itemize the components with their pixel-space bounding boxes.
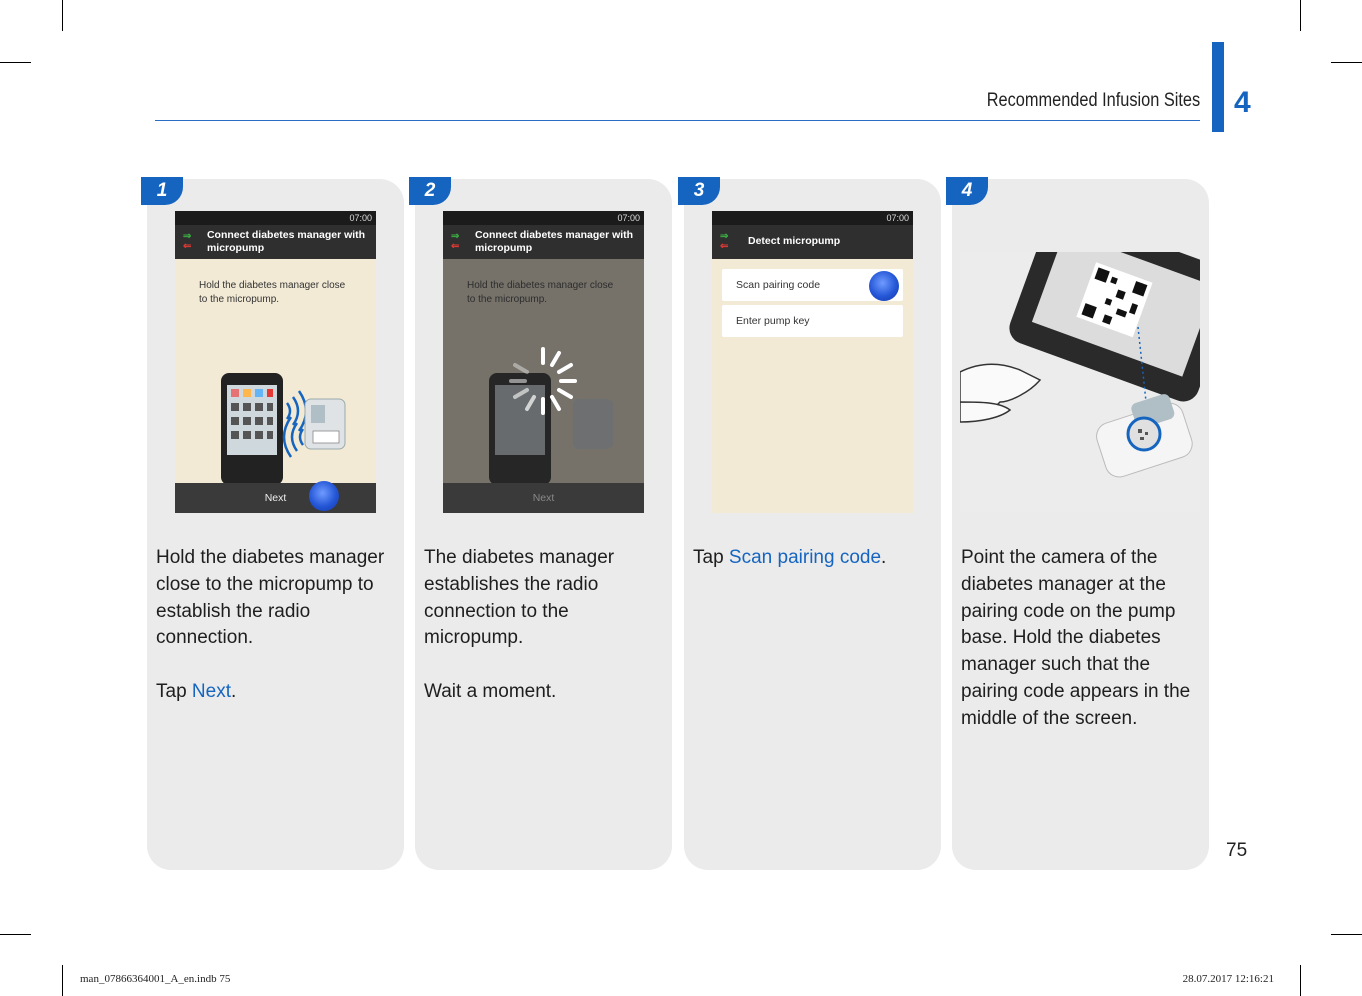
screen-title: Connect diabetes manager with micropump: [206, 228, 366, 254]
next-link: Next: [191, 680, 231, 702]
chapter-tab: [1212, 42, 1224, 132]
loading-spinner-icon: [503, 341, 583, 421]
step-text: The diabetes manager establishes the radio connection to the micropump.: [424, 547, 615, 649]
screen-title: Detect micropump: [748, 235, 841, 248]
tap-indicator-icon: [869, 271, 899, 301]
screen-instruction: Hold the diabetes manager close to the micropump.: [199, 280, 346, 305]
section-title: Recommended Infusion Sites: [986, 90, 1200, 111]
tap-prefix: Tap: [693, 547, 729, 568]
manager-and-pump-illustration: [175, 351, 376, 491]
crop-mark: [1300, 0, 1301, 31]
clock: 07:00: [617, 213, 640, 223]
scan-pairing-code-option[interactable]: Scan pairing code: [722, 269, 903, 301]
status-bar: [175, 211, 376, 225]
status-bar: [443, 211, 644, 225]
crop-mark: [0, 62, 31, 63]
step-panel-2: [415, 179, 672, 870]
device-screenshot: [712, 211, 913, 513]
step-description: [424, 545, 670, 706]
step-text-wait: Wait a moment.: [424, 680, 557, 702]
transfer-arrows-icon: ⇒ ⇐: [183, 231, 192, 252]
crop-mark: [62, 965, 63, 996]
crop-mark: [62, 0, 63, 31]
footer-datetime: 28.07.2017 12:16:21: [1182, 973, 1274, 985]
tap-instruction: [156, 679, 402, 706]
tap-indicator-icon: [309, 481, 339, 511]
crop-mark: [1300, 965, 1301, 996]
scan-pump-code-illustration: [960, 252, 1200, 512]
tap-prefix: Tap: [156, 680, 192, 702]
crop-mark: [1331, 934, 1362, 935]
next-button[interactable]: Next: [175, 483, 376, 513]
next-button[interactable]: Next: [443, 483, 644, 513]
step-badge: 1: [141, 177, 183, 205]
step-badge: 2: [409, 177, 451, 205]
step-panel-1: [147, 179, 404, 870]
step-panel-3: [684, 179, 941, 870]
page-number: 75: [1226, 840, 1248, 861]
step-text: Point the camera of the diabetes manager at the pairing code on the pump base. Hold the diabetes manager such that the pairing code appears in the middle of the screen.: [961, 547, 1191, 729]
step-panel-4: [952, 179, 1209, 870]
screen-titlebar: [175, 225, 376, 259]
transfer-arrows-icon: ⇒ ⇐: [720, 231, 729, 252]
header-rule: [155, 120, 1200, 121]
screen-titlebar: [443, 225, 644, 259]
device-screenshot: [443, 211, 644, 513]
tap-instruction: [693, 545, 939, 572]
enter-pump-key-option[interactable]: Enter pump key: [722, 305, 903, 337]
crop-mark: [0, 934, 31, 935]
step-text: Hold the diabetes manager close to the micropump to establish the radio connection.: [156, 547, 385, 649]
transfer-arrows-icon: ⇒ ⇐: [451, 231, 460, 252]
screen-titlebar: [712, 225, 913, 259]
step-description: [156, 545, 402, 706]
footer-filename: man_07866364001_A_en.indb 75: [80, 973, 231, 985]
tap-suffix: .: [231, 680, 237, 702]
step-badge: 4: [946, 177, 988, 205]
device-screenshot: [175, 211, 376, 513]
step-description: [693, 545, 939, 572]
clock: 07:00: [349, 213, 372, 223]
step-badge: 3: [678, 177, 720, 205]
scan-illustration: [960, 252, 1200, 512]
crop-mark: [1331, 62, 1362, 63]
screen-title: Connect diabetes manager with micropump: [474, 228, 634, 254]
chapter-number: 4: [1234, 86, 1251, 119]
clock: 07:00: [886, 213, 909, 223]
tap-suffix: .: [881, 547, 887, 568]
status-bar: [712, 211, 913, 225]
scan-pairing-code-link: Scan pairing code: [728, 547, 882, 568]
step-description: [961, 545, 1207, 733]
